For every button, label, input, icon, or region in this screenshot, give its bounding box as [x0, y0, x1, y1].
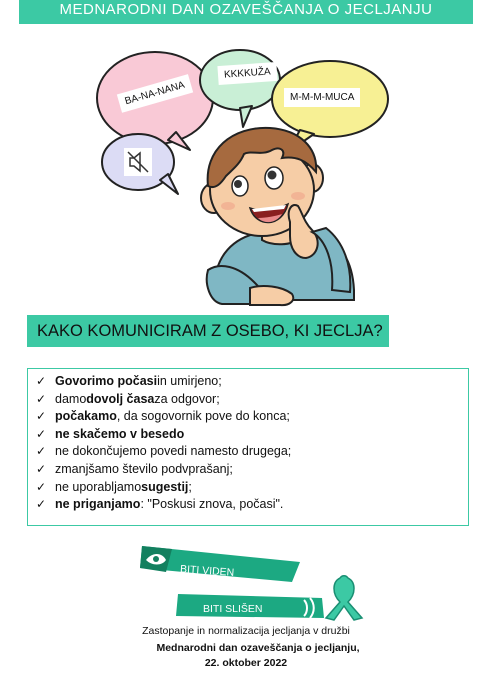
- tip-item: ✓ ne uporabljamo sugestij ;: [36, 479, 468, 497]
- ribbon-label-heard: BITI SLIŠEN: [203, 603, 263, 615]
- tip-item: ✓ Govorimo počasi in umirjeno;: [36, 373, 468, 391]
- checkmark-icon: ✓: [36, 391, 47, 406]
- checkmark-icon: ✓: [36, 409, 47, 424]
- checkmark-icon: ✓: [36, 479, 47, 494]
- footer-event: Mednarodni dan ozaveščanja o jecljanju,: [156, 642, 360, 654]
- bubble-label-banana: BA-NA-NANA: [117, 74, 193, 113]
- child-figure: [201, 128, 354, 305]
- tip-item: ✓ ne dokončujemo povedi namesto drugega;: [36, 443, 468, 461]
- footer-date: 22. oktober 2022: [204, 657, 288, 669]
- checkmark-icon: ✓: [36, 426, 47, 441]
- tips-list: [36, 373, 468, 514]
- awareness-ribbon-icon: [326, 576, 362, 620]
- footer-tagline: Zastopanje in normalizacija jecljanja v družbi: [142, 625, 350, 637]
- bubble-label-muca: M-M-M-MUCA: [284, 88, 360, 107]
- tip-item: ✓ ne skačemo v besedo: [36, 426, 468, 444]
- section-heading: KAKO KOMUNICIRAM Z OSEBO, KI JECLJA?: [27, 315, 389, 347]
- bubble-label-kuza: KKKKUŽA: [217, 62, 277, 85]
- checkmark-icon: ✓: [36, 374, 47, 388]
- banner-title: MEDNARODNI DAN OZAVEŠČANJA O JECLJANJU: [59, 1, 433, 18]
- boy-speech-illustration: [0, 0, 492, 310]
- ribbon-label-seen: BITI VIDEN: [179, 563, 235, 579]
- checkmark-icon: ✓: [36, 444, 47, 459]
- tip-item: ✓ zmanjšamo število podvprašanj;: [36, 461, 468, 479]
- tips-list-box: [27, 368, 469, 526]
- checkmark-icon: ✓: [36, 461, 47, 476]
- checkmark-icon: ✓: [36, 497, 47, 512]
- tip-item: ✓ ne priganjamo : "Poskusi znova, počasi".: [36, 496, 468, 514]
- tip-item: ✓ počakamo , da sogovornik pove do konca;: [36, 408, 468, 426]
- tip-item: ✓ damo dovolj časa za odgovor;: [36, 391, 468, 409]
